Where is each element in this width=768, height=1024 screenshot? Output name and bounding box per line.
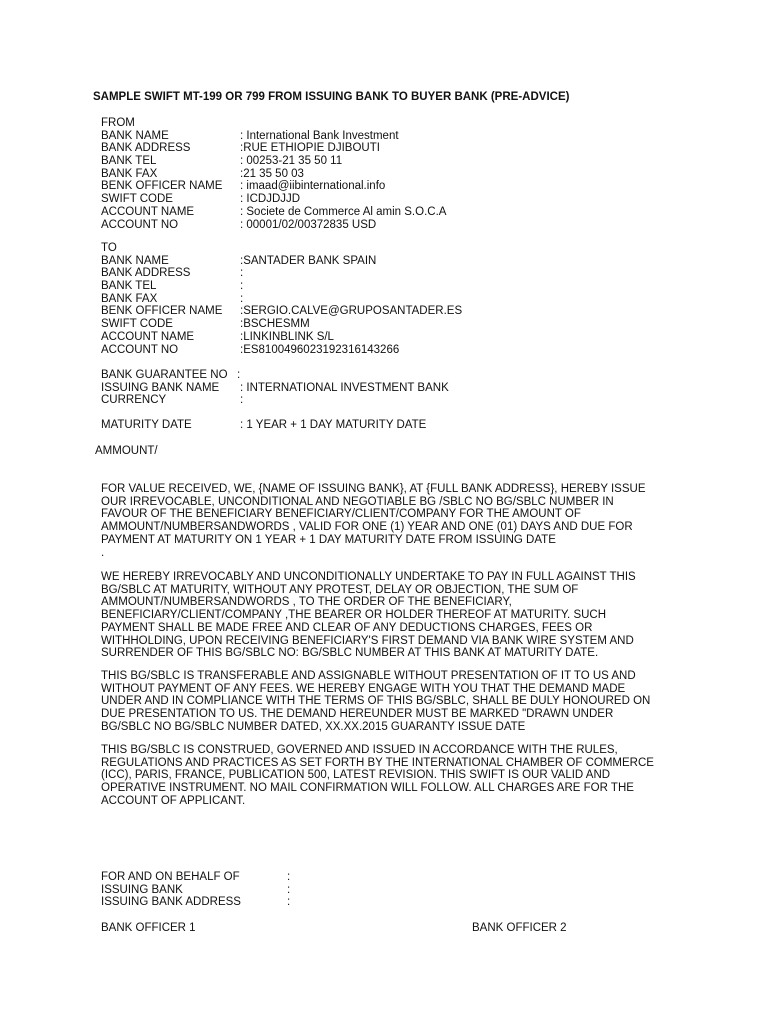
field-label: ISSUING BANK (101, 883, 183, 896)
to-officer-name-row (101, 305, 462, 318)
to-account-no-row (101, 344, 462, 357)
from-bank-name-row (101, 130, 446, 143)
field-label: BENK OFFICER NAME (101, 180, 223, 193)
to-section (101, 242, 462, 356)
field-label: ISSUING BANK NAME (101, 381, 220, 394)
field-label: FOR AND ON BEHALF OF (101, 871, 240, 883)
field-value: : (240, 394, 244, 407)
paragraph-governing-law: THIS BG/SBLC IS CONSTRUED, GOVERNED AND ISSUED IN ACCORDANCE WITH THE RULES, REGULATIONS AND PRACTICES AS SET FORTH BY THE INTERNATIONAL CHAMBER OF COMMERCE (ICC), PARIS, FRANCE, PUBLICATION 500, LATEST REVISION. THIS SWIFT IS OUR VALID AND OPERATIVE INSTRUMENT. NO MAIL CONFIRMATION WILL FOLLOW. ALL CHARGES ARE FOR THE ACCOUNT OF APPLICANT. (101, 744, 654, 807)
paragraph-undertaking: WE HEREBY IRREVOCABLY AND UNCONDITIONALLY UNDERTAKE TO PAY IN FULL AGAINST THIS BG/SBLC AT MATURITY, WITHOUT ANY PROTEST, DELAY OR OBJECTION, THE SUM OF AMMOUNT/NUMBERSANDWORDS , TO THE ORDER OF THE BENEFICIARY, BENEFICIARY/CLIENT/COMPANY ,THE BEARER OR HOLDER THEREOF AT MATURITY. SUCH PAYMENT SHALL BE MADE FREE AND CLEAR OF ANY DEDUCTIONS CHARGES, FEES OR WITHHOLDING, UPON RECEIVING BENEFICIARY'S FIRST DEMAND VIA BANK WIRE SYSTEM AND SURRENDER OF THIS BG/SBLC NO: BG/SBLC NUMBER AT THIS BANK AT MATURITY DATE. (101, 571, 636, 660)
field-value: :SANTADER BANK SPAIN (240, 254, 377, 267)
to-bank-name-row (101, 255, 462, 268)
on-behalf-row (101, 871, 290, 884)
document-title: SAMPLE SWIFT MT-199 OR 799 FROM ISSUING BANK TO BUYER BANK (PRE-ADVICE) (93, 91, 570, 103)
from-account-no-row (101, 219, 446, 232)
field-value: :LINKINBLINK S/L (240, 330, 334, 343)
paragraph-transferable: THIS BG/SBLC IS TRANSFERABLE AND ASSIGNABLE WITHOUT PRESENTATION OF IT TO US AND WITHOUT PAYMENT OF ANY FEES. WE HEREBY ENGAGE WITH YOU THAT THE DEMAND MADE UNDER AND IN COMPLIANCE WITH THE TERMS OF THIS BG/SBLC, SHALL BE DULY HONOURED ON DUE PRESENTATION TO US. THE DEMAND HEREUNDER MUST BE MARKED "DRAWN UNDER BG/SBLC NO BG/SBLC NUMBER DATED, XX.XX.2015 GUARANTY ISSUE DATE (101, 670, 651, 733)
field-value: : (240, 280, 244, 293)
field-label: BANK TEL (101, 280, 157, 293)
field-value: : (287, 871, 291, 883)
field-label: ACCOUNT NO (101, 343, 179, 356)
field-label: BANK GUARANTEE NO (101, 369, 228, 381)
issuing-bank-row (101, 884, 290, 897)
to-account-name-row (101, 331, 462, 344)
field-label: ACCOUNT NAME (101, 330, 195, 343)
field-value: : (237, 369, 241, 381)
field-label: BANK ADDRESS (101, 267, 191, 280)
from-officer-name-row (101, 180, 446, 193)
to-bank-fax-row (101, 293, 462, 306)
field-value: : (240, 267, 244, 280)
field-value: :BSCHESMM (240, 318, 310, 331)
field-label: CURRENCY (101, 394, 167, 407)
currency-row (101, 394, 449, 407)
field-value: : (287, 896, 291, 909)
field-value: : Societe de Commerce Al amin S.O.C.A (240, 205, 447, 218)
issuing-bank-name-row (101, 382, 449, 395)
from-swift-code-row (101, 193, 446, 206)
from-bank-fax-row (101, 168, 446, 181)
from-section (101, 117, 446, 231)
maturity-date-row (101, 419, 426, 432)
bank-officer-2: BANK OFFICER 2 (472, 922, 567, 934)
field-value: : ICDJDJJD (240, 193, 301, 206)
field-label: ACCOUNT NO (101, 218, 179, 231)
field-label: BANK NAME (101, 254, 169, 267)
field-value: :ES8100496023192316143266 (240, 343, 400, 356)
field-value: : (240, 292, 244, 305)
field-label: BANK NAME (101, 129, 169, 142)
to-bank-address-row (101, 267, 462, 280)
field-label: BANK FAX (101, 292, 158, 305)
to-heading: TO (101, 242, 117, 254)
from-account-name-row (101, 206, 446, 219)
field-label: ISSUING BANK ADDRESS (101, 896, 241, 909)
field-value: : imaad@iibinternational.info (240, 180, 386, 193)
paragraph-issue: FOR VALUE RECEIVED, WE, {NAME OF ISSUING BANK}, AT {FULL BANK ADDRESS}, HEREBY ISSUE OUR IRREVOCABLE, UNCONDITIONAL AND NEGOTIABLE BG /SBLC NO BG/SBLC NUMBER IN FAVOUR OF THE BENEFICIARY BENEFICIARY/CLIENT/COMPANY FOR THE AMOUNT OF AMMOUNT/NUMBERSANDWORDS , VALID FOR ONE (1) YEAR AND ONE (01) DAYS AND DUE FOR PAYMENT AT MATURITY ON 1 YEAR + 1 DAY MATURITY DATE FROM ISSUING DATE . (101, 483, 646, 559)
amount-label: AMMOUNT/ (95, 445, 158, 457)
field-label: BENK OFFICER NAME (101, 305, 223, 318)
field-label: BANK TEL (101, 155, 157, 168)
guarantee-section (101, 369, 449, 407)
from-heading: FROM (101, 117, 135, 129)
field-label: SWIFT CODE (101, 318, 173, 331)
field-value: : 00253-21 35 50 11 (240, 155, 343, 168)
field-value: : 00001/02/00372835 USD (240, 218, 377, 231)
issuing-bank-address-row (101, 896, 290, 909)
to-swift-code-row (101, 318, 462, 331)
bank-officer-1: BANK OFFICER 1 (101, 922, 196, 934)
guarantee-no-row (101, 369, 449, 382)
maturity-section (101, 419, 426, 432)
signature-section (101, 871, 290, 909)
field-label: BANK FAX (101, 167, 158, 180)
field-value: :21 35 50 03 (240, 167, 304, 180)
field-value: : INTERNATIONAL INVESTMENT BANK (240, 381, 449, 394)
field-label: SWIFT CODE (101, 193, 173, 206)
from-bank-address-row (101, 142, 446, 155)
field-value: : 1 YEAR + 1 DAY MATURITY DATE (240, 419, 427, 431)
field-value: : International Bank Investment (240, 129, 399, 142)
field-label: ACCOUNT NAME (101, 205, 195, 218)
field-value: :RUE ETHIOPIE DJIBOUTI (240, 142, 380, 155)
to-bank-tel-row (101, 280, 462, 293)
field-value: : (287, 883, 291, 896)
from-bank-tel-row (101, 155, 446, 168)
field-label: MATURITY DATE (101, 419, 192, 431)
field-label: BANK ADDRESS (101, 142, 191, 155)
field-value: :SERGIO.CALVE@GRUPOSANTADER.ES (240, 305, 463, 318)
